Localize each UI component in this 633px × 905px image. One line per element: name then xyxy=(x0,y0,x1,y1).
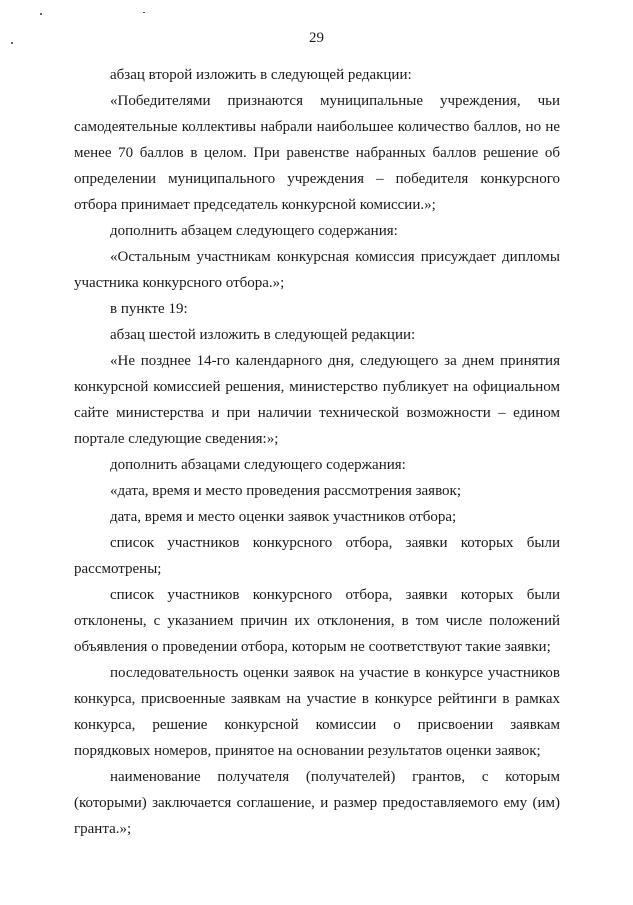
paragraph: список участников конкурсного отбора, заявки которых были рассмотрены; xyxy=(74,535,560,577)
paragraph: дополнить абзацем следующего содержания: xyxy=(110,223,398,239)
paragraph: «Победителями признаются муниципальные учреждения, чьи самодеятельные коллективы набрали наибольшее количество баллов, но не менее 70 баллов в целом. При равенстве набранных баллов решение об определении муниципального учреждения – победителя конкурсного отбора принимает председатель конкурсной комиссии.»; xyxy=(74,93,560,213)
paragraph: наименование получателя (получателей) грантов, с которым (которыми) заключается соглашение, и размер предоставляемого ему (им) гранта.»; xyxy=(74,769,560,837)
document-body xyxy=(74,62,560,842)
paragraph: абзац второй изложить в следующей редакции: xyxy=(110,67,412,83)
paragraph: «дата, время и место проведения рассмотрения заявок; xyxy=(110,483,462,499)
scan-speck xyxy=(143,12,145,13)
page-number: 29 xyxy=(309,30,324,46)
paragraph: последовательность оценки заявок на участие в конкурсе участников конкурса, присвоенные заявкам на участие в конкурсе рейтинги в рамках конкурса, решение конкурсной комиссии о присвоении заявкам порядковых номеров, принятое на основании результатов оценки заявок; xyxy=(74,665,560,759)
scan-speck xyxy=(40,13,42,15)
paragraph: «Остальным участникам конкурсная комиссия присуждает дипломы участника конкурсного отбора.»; xyxy=(74,249,560,291)
paragraph: дополнить абзацами следующего содержания: xyxy=(110,457,406,473)
paragraph: абзац шестой изложить в следующей редакции: xyxy=(110,327,416,343)
paragraph: дата, время и место оценки заявок участников отбора; xyxy=(110,509,457,525)
paragraph: в пункте 19: xyxy=(110,301,188,317)
paragraph: «Не позднее 14-го календарного дня, следующего за днем принятия конкурсной комиссией решения, министерство публикует на официальном сайте министерства и при наличии технической возможности – едином портале следующие сведения:»; xyxy=(74,353,560,447)
paragraph: список участников конкурсного отбора, заявки которых были отклонены, с указанием причин их отклонения, в том числе положений объявления о проведении отбора, которым не соответствуют такие заявки; xyxy=(74,587,560,655)
